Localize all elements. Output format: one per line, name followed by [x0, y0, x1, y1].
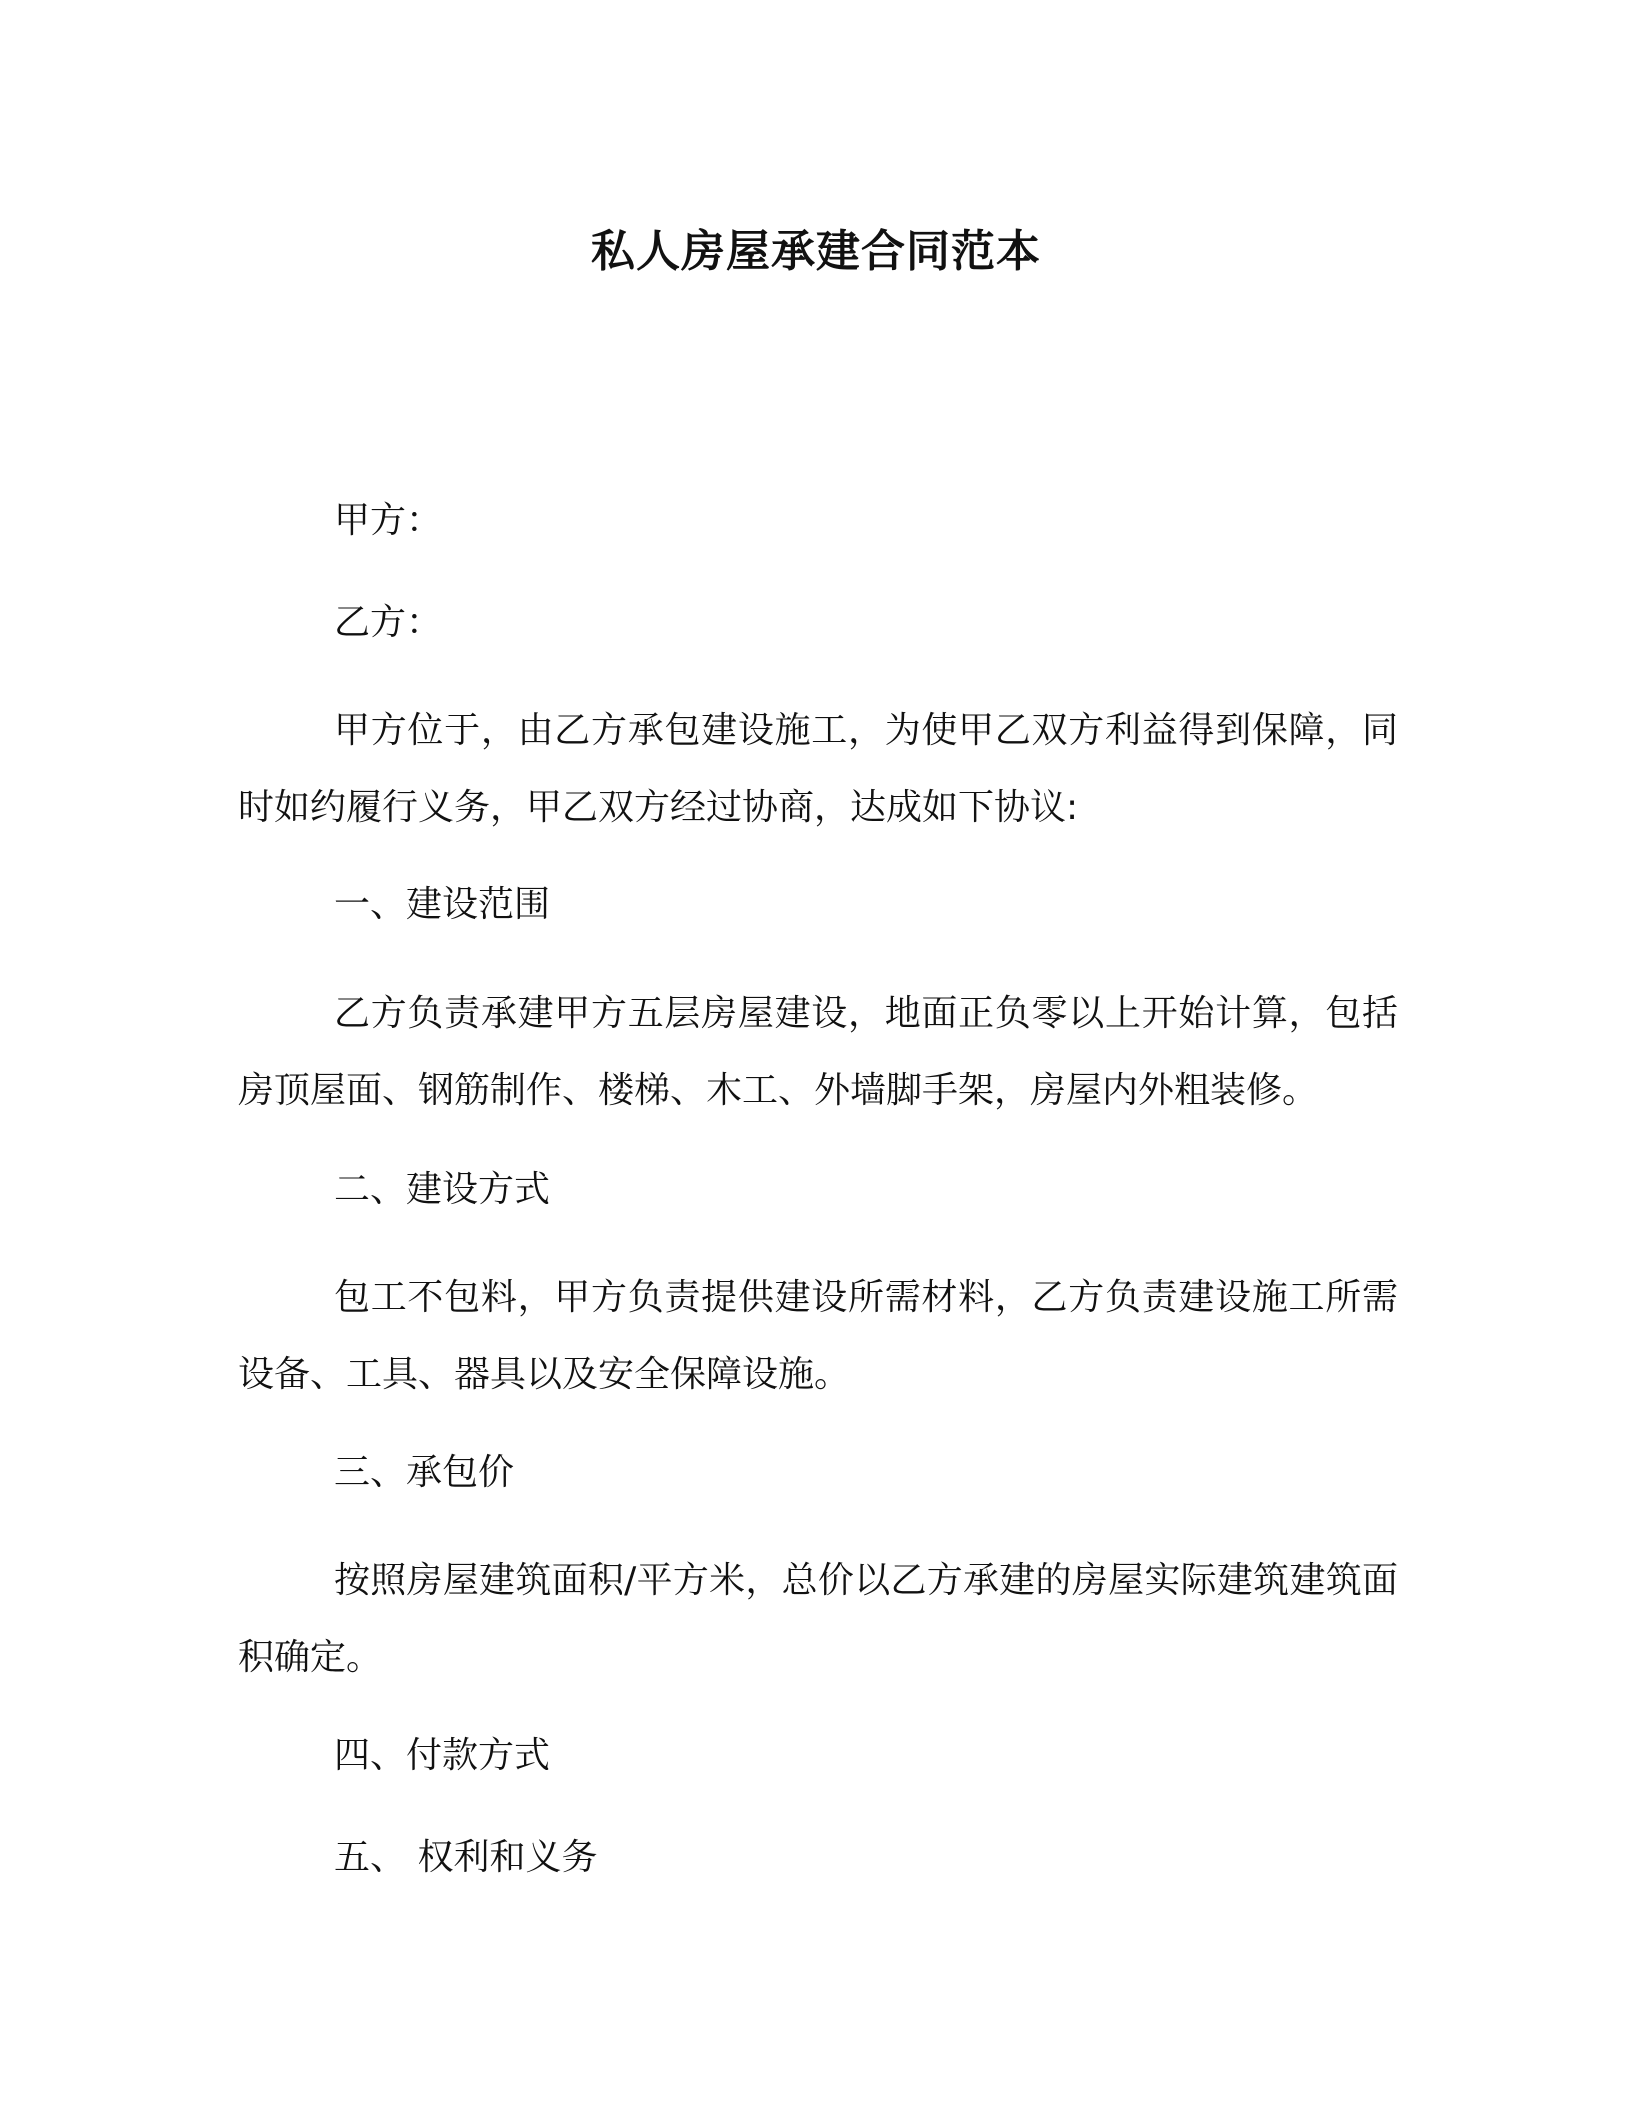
party-a-label: 甲方： — [334, 500, 443, 541]
section-5-heading: 五、 权利和义务 — [334, 1837, 598, 1878]
section-1-body: 乙方负责承建甲方五层房屋建设，地面正负零以上开始计算，包括房顶屋面、钢筋制作、楼梯、木工、外墙脚手架，房屋内外粗装修。 — [238, 993, 1398, 1111]
section-1-heading: 一、建设范围 — [334, 884, 551, 925]
section-2-heading: 二、建设方式 — [334, 1169, 551, 1210]
section-3-body: 按照房屋建筑面积/平方米，总价以乙方承建的房屋实际建筑建筑面积确定。 — [238, 1560, 1398, 1678]
party-b-label: 乙方： — [334, 602, 443, 643]
section-2-body: 包工不包料，甲方负责提供建设所需材料，乙方负责建设施工所需设备、工具、器具以及安全保障设施。 — [238, 1277, 1398, 1395]
section-4-heading: 四、付款方式 — [334, 1735, 551, 1776]
intro-paragraph: 甲方位于，由乙方承包建设施工，为使甲乙双方利益得到保障，同时如约履行义务，甲乙双方经过协商，达成如下协议: — [238, 710, 1398, 828]
section-3-heading: 三、承包价 — [334, 1452, 515, 1493]
document-title: 私人房屋承建合同范本 — [591, 226, 1041, 277]
